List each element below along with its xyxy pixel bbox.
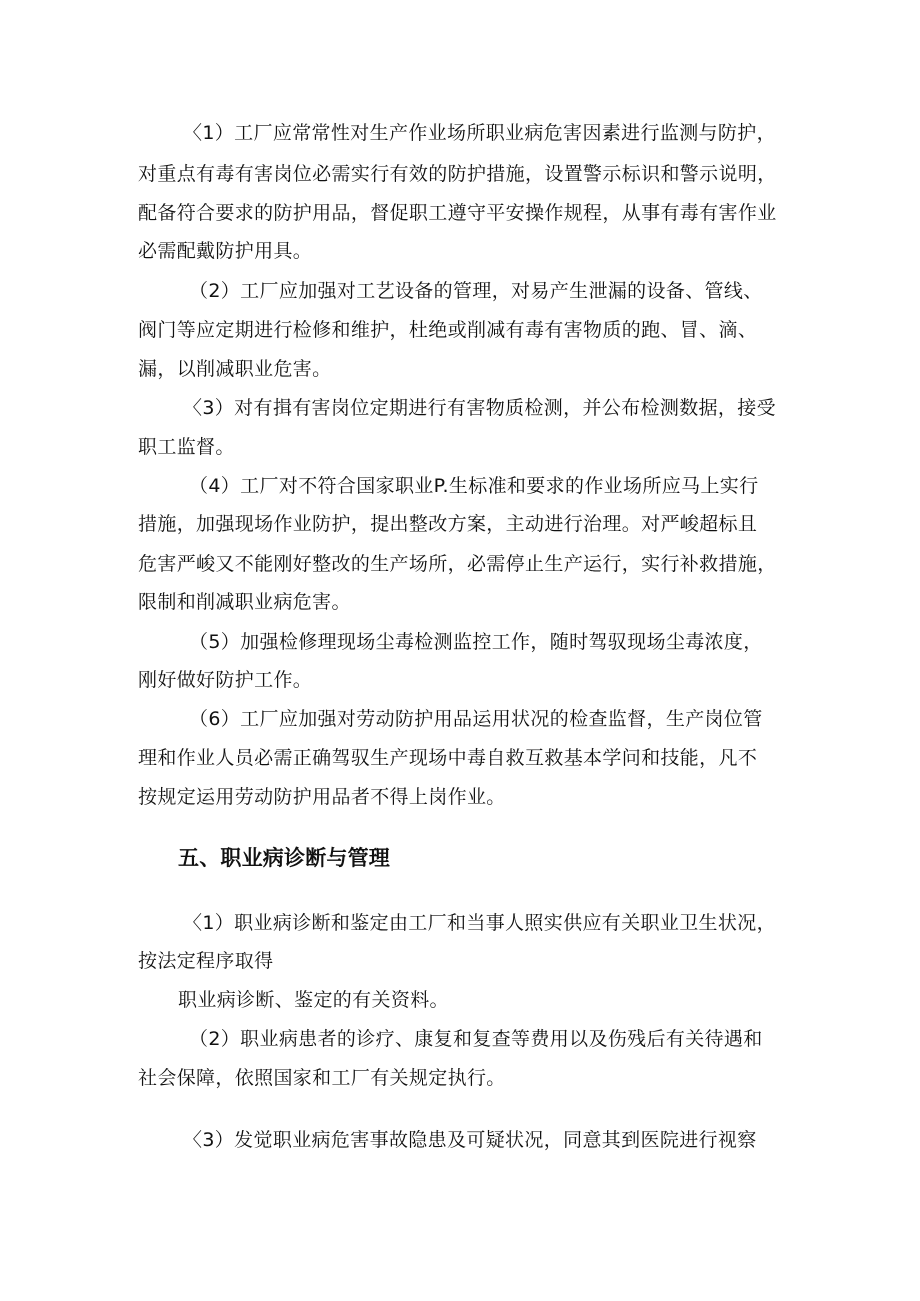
paragraph-line: （6）工厂应加强对劳动防护用品运用状况的检查监督，生产岗位管 [189, 708, 763, 730]
paragraph-line: 〈3）对有揖有害岗位定期进行有害物质检测，并公布检测数据，接受 [183, 397, 776, 419]
paragraph-line: 〈1）职业病诊断和鉴定由工厂和当事人照实供应有关职业卫生状况， [183, 912, 776, 934]
paragraph-line: 〈3）发觉职业病危害事故隐患及可疑状况，同意其到医院进行视察 [183, 1129, 757, 1151]
paragraph-line: 按规定运用劳动防护用品者不得上岗作业。 [138, 786, 506, 808]
paragraph-line: 配备符合要求的防护用品，督促职工遵守平安操作规程，从事有毒有害作业 [138, 202, 777, 224]
paragraph-line: 限制和削减职业病危害。 [138, 591, 351, 613]
paragraph-line: （4）工厂对不符合国家职业P.生标准和要求的作业场所应马上实行 [189, 475, 759, 497]
paragraph-line: 职工监督。 [138, 436, 235, 458]
paragraph-line: 措施，加强现场作业防护，提出整改方案，主动进行治理。对严峻超标且 [138, 513, 758, 535]
paragraph-line: 刚好做好防护工作。 [138, 669, 313, 691]
paragraph-line: （2）职业病患者的诊疗、康复和复查等费用以及伤残后有关待遇和 [189, 1028, 763, 1050]
paragraph-line: 按法定程序取得 [138, 950, 274, 972]
paragraph-line: 阀门等应定期进行检修和维护，杜绝或削减有毒有害物质的跑、冒、滴、 [138, 319, 758, 341]
paragraph-line: 社会保障，依照国家和工厂有关规定执行。 [138, 1067, 506, 1089]
paragraph-line: 漏，以削减职业危害。 [138, 358, 332, 380]
paragraph-line: （5）加强检修理现场尘毒检测监控工作，随时驾驭现场尘毒浓度， [189, 631, 763, 653]
section-heading: 五、职业病诊断与管理 [178, 846, 390, 870]
paragraph-line: 对重点有毒有害岗位必需实行有效的防护措施，设置警示标识和警示说明， [138, 163, 777, 185]
paragraph-line: 职业病诊断、鉴定的有关资料。 [178, 989, 449, 1011]
paragraph-line: （2）工厂应加强对工艺设备的管理，对易产生泄漏的设备、管线、 [189, 280, 763, 302]
paragraph-line: 理和作业人员必需正确驾驭生产现场中毒自救互救基本学问和技能，凡不 [138, 747, 758, 769]
paragraph-line: 〈1）工厂应常常性对生产作业场所职业病危害因素进行监测与防护， [183, 122, 776, 144]
paragraph-line: 必需配戴防护用具。 [138, 240, 313, 262]
paragraph-line: 危害严峻又不能刚好整改的生产场所，必需停止生产运行，实行补救措施， [138, 553, 777, 575]
